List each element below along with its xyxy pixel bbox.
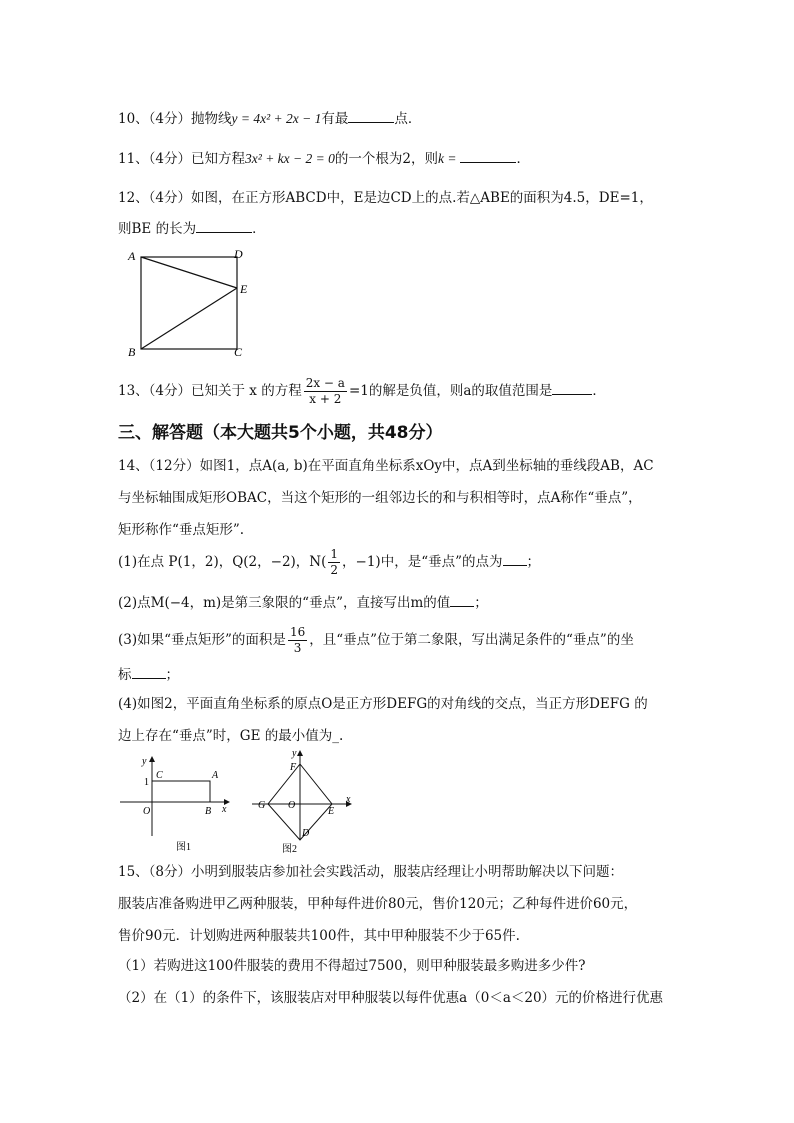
- fig2-caption: 图2: [282, 844, 297, 855]
- fig2-label-e: E: [328, 806, 335, 817]
- q14-p1-numerator: 1: [330, 547, 339, 561]
- q14-p1-answer-blank: [503, 551, 527, 566]
- label-c: C: [234, 345, 243, 359]
- square-abcd: [141, 257, 237, 349]
- q11-mid: 的一个根为2，则: [334, 151, 438, 167]
- question-14-line1: 14、（12分）如图1，点A(a, b)在平面直角坐标系xOy中，点A到坐标轴的垂线段AB，AC: [118, 458, 654, 474]
- q13-fraction: [304, 376, 347, 407]
- q14-p3-line2: 标: [118, 667, 132, 683]
- fig1-label-o: O: [143, 806, 151, 817]
- question-14-part3-line2: [118, 664, 179, 685]
- question-14-line3: 矩形称作“垂点矩形”.: [118, 522, 245, 538]
- question-15-line2: 服装店准备购进甲乙两种服装，甲种每件进价80元，售价120元；乙种每件进价60元，: [118, 896, 638, 912]
- fig1-label-a: A: [212, 770, 219, 781]
- q11-expression: 3x² + kx − 2 = 0: [245, 151, 335, 166]
- q14-p1-denominator: 2: [330, 563, 339, 577]
- q11-answer-blank: [460, 148, 516, 163]
- fig1-caption: 图1: [176, 842, 191, 853]
- label-d: D: [234, 247, 243, 261]
- q10-expression: y = 4x² + 2x − 1: [231, 111, 322, 126]
- q13-prefix: 13、（4分）已知关于 x 的方程: [118, 383, 302, 399]
- q14-p1-suffix: ，−1)中，是“垂点”的点为: [342, 554, 503, 570]
- fig2-label-o: O: [288, 800, 296, 811]
- label-b: B: [128, 345, 136, 359]
- q10-mid: 有最: [321, 111, 349, 127]
- question-14-line2: 与坐标轴围成矩形OBAC，当这个矩形的一组邻边长的和与积相等时，点A称作“垂点”，: [118, 490, 642, 506]
- q12-line2-suffix: ．: [252, 221, 266, 237]
- q14-p1-fraction: [328, 547, 340, 578]
- fig2-label-x: x: [346, 794, 351, 805]
- figure-1: [118, 754, 238, 854]
- fig1-label-y: y: [142, 756, 147, 767]
- q11-prefix: 11、（4分）已知方程: [118, 151, 246, 167]
- q13-denominator: x + 2: [309, 392, 342, 406]
- label-a: A: [128, 249, 136, 263]
- q14-p2-prefix: (2)点M(−4，m)是第三象限的“垂点”，直接写出m的值: [118, 595, 451, 611]
- q14-p3-answer-blank: [132, 664, 166, 679]
- q11-variable: k =: [437, 151, 457, 166]
- q14-p1-end: ；: [526, 554, 541, 570]
- question-15-line3: 售价90元．计划购进两种服装共100件，其中甲种服装不少于65件.: [118, 928, 520, 944]
- q14-p3-numerator: 16: [289, 625, 306, 639]
- fig2-label-y: y: [292, 748, 297, 759]
- q14-p2-answer-blank: [450, 592, 474, 607]
- question-12-line2: [118, 218, 266, 239]
- question-13: [118, 376, 606, 407]
- figure-q12-square: [124, 246, 254, 362]
- segment-ae: [141, 257, 237, 288]
- question-14-part3: [118, 622, 634, 658]
- q11-suffix: ．: [516, 151, 530, 167]
- fig2-label-g: G: [258, 800, 266, 811]
- question-14-part4-line2: 边上存在“垂点”时，GE 的最小值为_.: [118, 728, 344, 744]
- fig1-label-b: B: [205, 806, 212, 817]
- y-arrow: [297, 750, 303, 756]
- fig2-label-f: F: [290, 762, 297, 773]
- segment-be: [141, 288, 237, 349]
- question-14-part1: [118, 546, 540, 578]
- q10-prefix: 10、（4分）抛物线: [118, 111, 232, 127]
- question-15-line1: 15、（8分）小明到服装店参加社会实践活动，服装店经理让小明帮助解决以下问题：: [118, 864, 624, 880]
- q14-p3-fraction: [288, 625, 307, 656]
- q14-p3-end: ；: [165, 667, 179, 683]
- section-3-heading: 三、解答题（本大题共5个小题，共48分）: [118, 423, 443, 443]
- fig2-label-d: D: [302, 828, 310, 839]
- q12-answer-blank: [196, 218, 252, 233]
- fig1-label-1: 1: [144, 777, 149, 788]
- figure-2: [250, 748, 360, 856]
- question-11: [118, 148, 530, 169]
- q14-p2-end: ；: [474, 595, 488, 611]
- question-12-line1: 12、（4分）如图，在正方形ABCD中，E是边CD上的点.若△ABE的面积为4.5，DE=1，: [118, 190, 653, 206]
- q14-p1-prefix: (1)在点 P(1，2)，Q(2，−2)，N(: [118, 554, 327, 570]
- y-arrow: [149, 756, 155, 762]
- fig1-label-c: C: [156, 770, 163, 781]
- question-15-line5: （2）在（1）的条件下，该服装店对甲种服装以每件优惠a（0＜a＜20）元的价格进行优惠: [118, 990, 664, 1006]
- question-15-line4: （1）若购进这100件服装的费用不得超过7500，则甲种服装最多购进多少件?: [118, 958, 586, 974]
- q13-numerator: 2x − a: [305, 376, 345, 390]
- rectangle-obac: [152, 781, 210, 802]
- question-10: [118, 108, 421, 129]
- fig1-label-x: x: [222, 804, 227, 815]
- question-14-part4-line1: (4)如图2，平面直角坐标系的原点O是正方形DEFG的对角线的交点，当正方形DEFG 的: [118, 696, 648, 712]
- label-e: E: [240, 282, 248, 296]
- q13-answer-blank: [552, 380, 592, 395]
- q14-p3-prefix: (3)如果“垂点矩形”的面积是: [118, 632, 286, 648]
- q13-suffix: =1的解是负值，则a的取值范围是: [348, 383, 553, 399]
- question-14-part2: [118, 592, 488, 613]
- q14-p3-denominator: 3: [293, 641, 302, 655]
- q12-line2-prefix: 则BE 的长为: [118, 221, 197, 237]
- q10-answer-blank: [348, 108, 394, 123]
- q10-suffix: 点．: [394, 111, 422, 127]
- q14-p3-suffix: ，且“垂点”位于第二象限，写出满足条件的“垂点”的坐: [309, 632, 634, 648]
- q13-end: ．: [592, 383, 606, 399]
